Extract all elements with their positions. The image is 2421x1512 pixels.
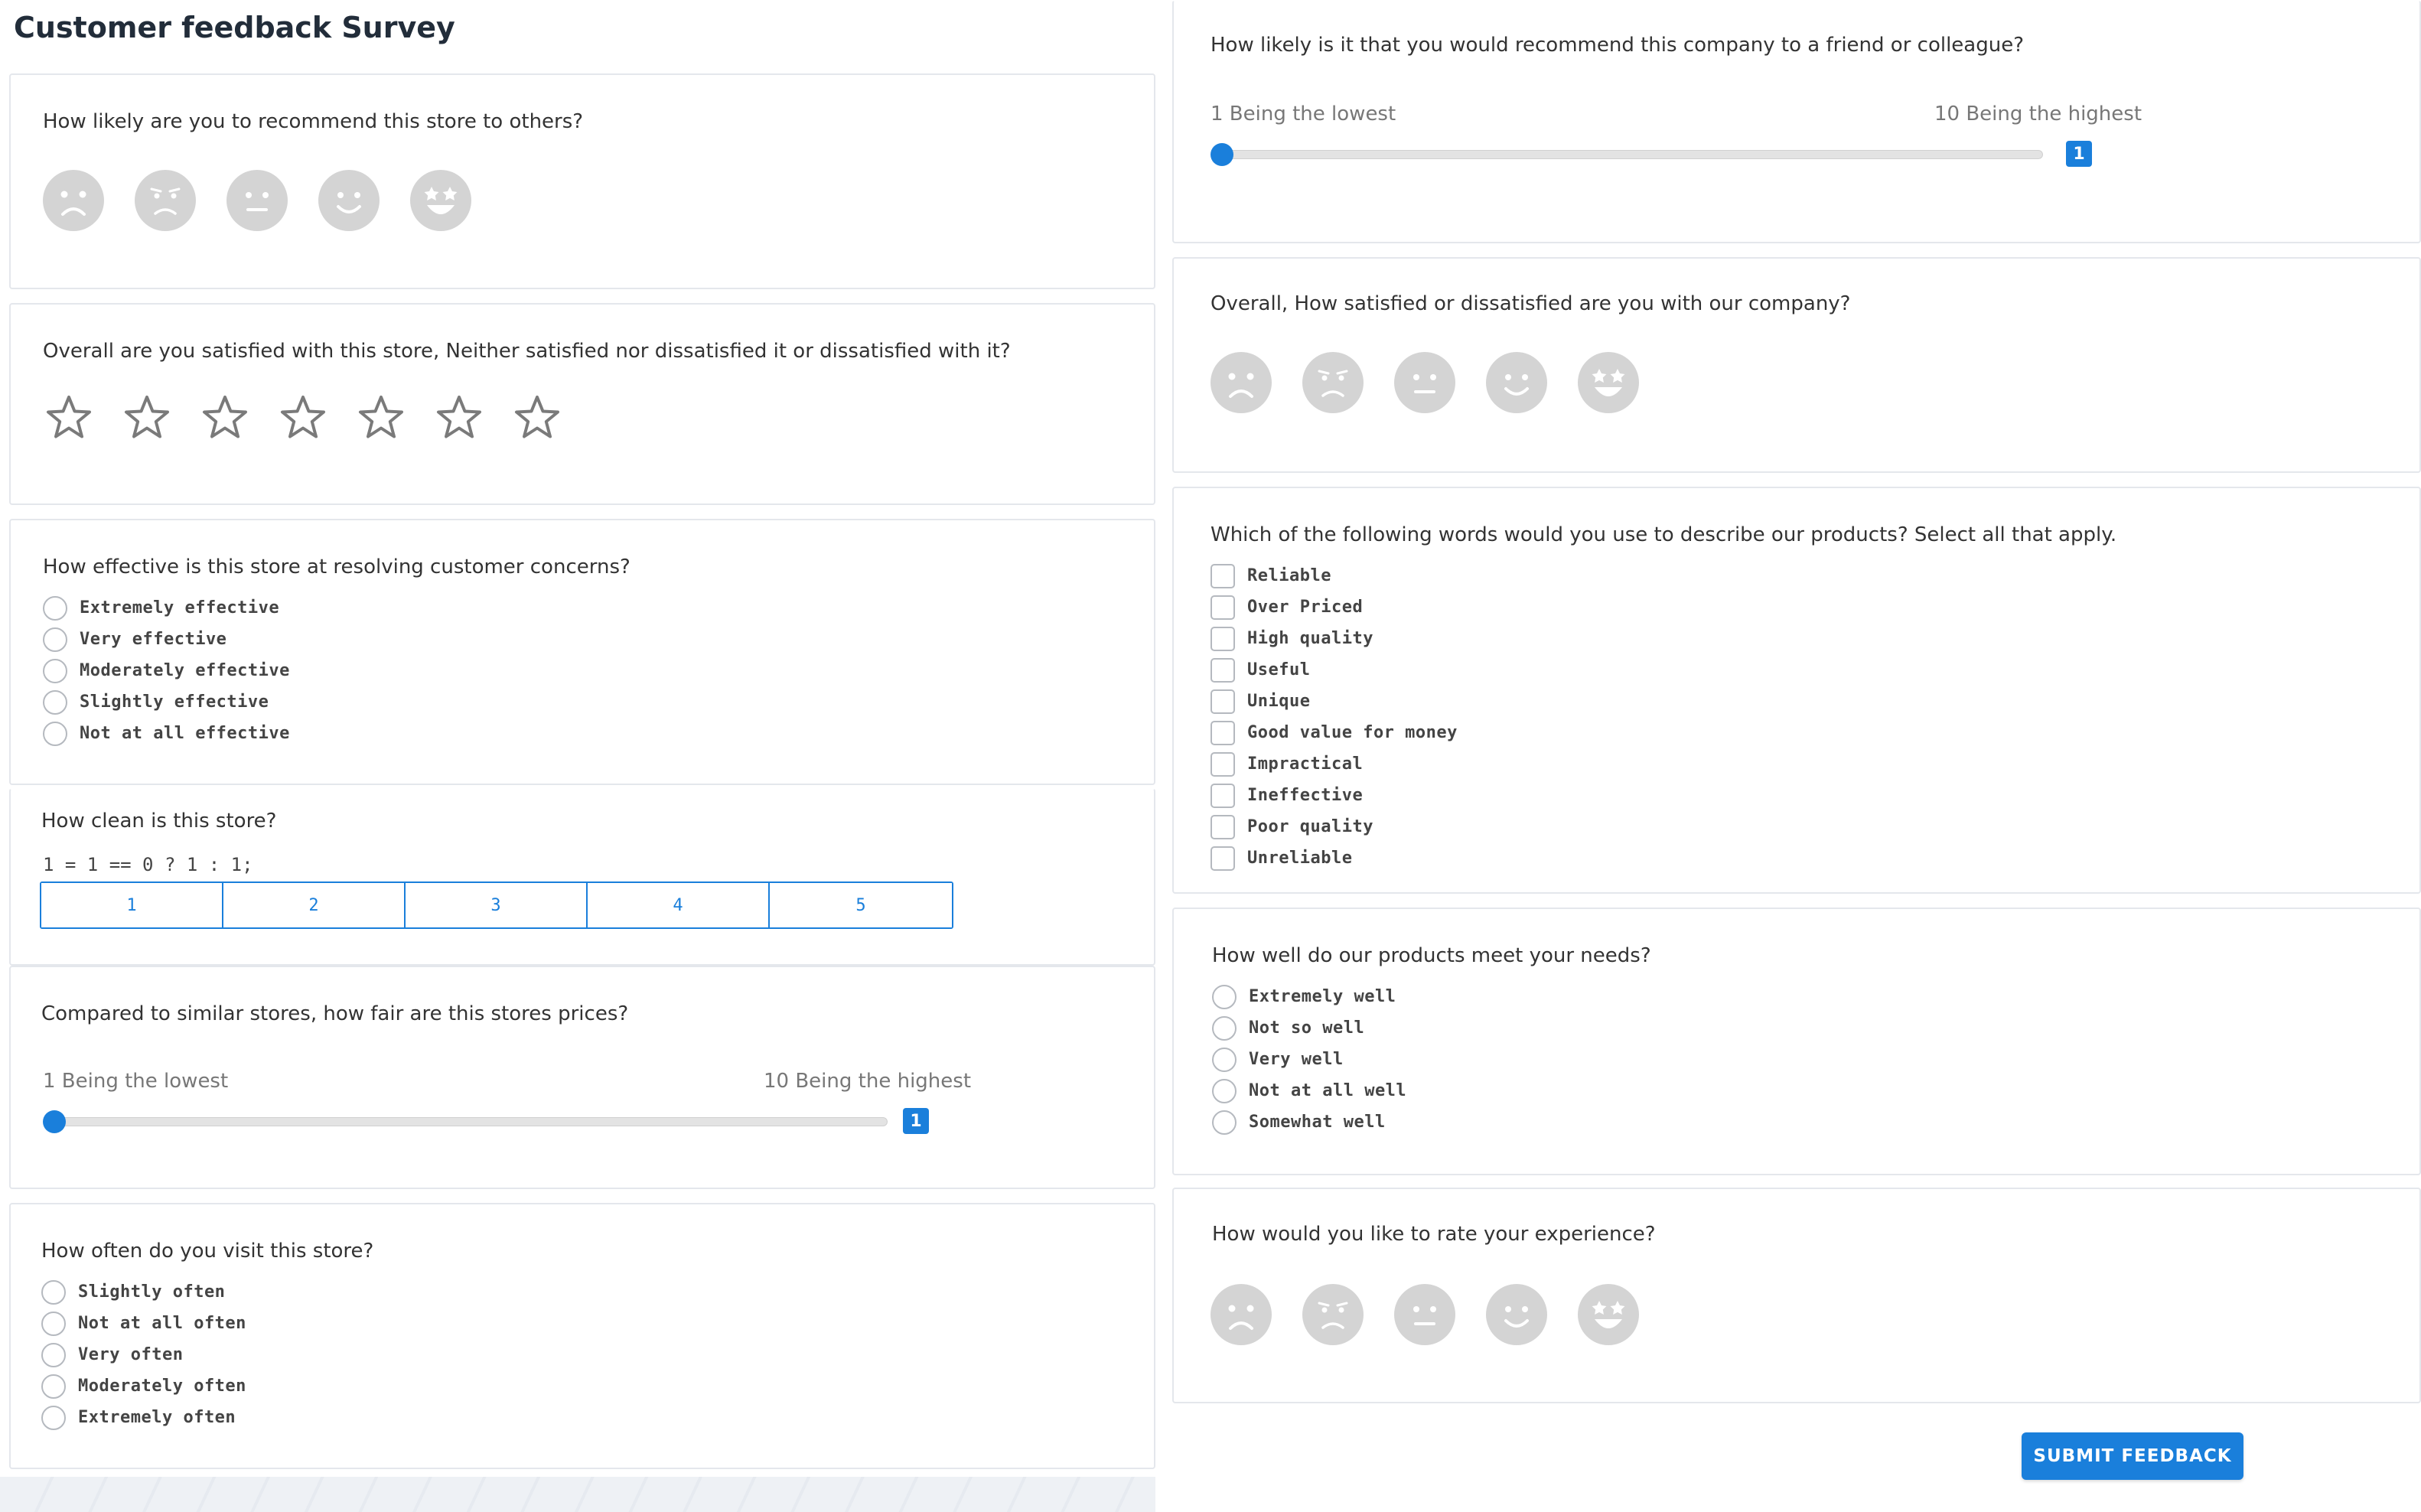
checkbox[interactable] [1210,627,1235,651]
checkbox-option[interactable] [1210,842,1458,874]
happy-face-icon[interactable] [1486,352,1547,413]
very-sad-face-icon[interactable] [1210,1284,1272,1345]
option-label: Extremely often [78,1408,236,1427]
radio-option[interactable] [1212,1075,1406,1106]
radio-group-needs [1212,981,1406,1138]
checkbox-option[interactable] [1210,654,1458,686]
radio-option[interactable] [41,1276,246,1308]
radio-button[interactable] [41,1343,66,1367]
neutral-face-icon[interactable] [1394,1284,1455,1345]
radio-option[interactable] [43,686,290,718]
option-label: Moderately effective [80,661,290,680]
question-text: Overall, How satisfied or dissatisfied are you with our company? [1210,292,1851,315]
question-card-visit-frequency [9,1203,1155,1469]
slider-max-label: 10 Being the highest [1934,103,2142,125]
very-sad-face-icon[interactable] [1210,352,1272,413]
face-rating [1210,352,1639,413]
question-text: How would you like to rate your experience? [1212,1223,1656,1246]
option-label: Very effective [80,630,227,649]
star-eyes-face-icon[interactable] [410,170,471,231]
slider-min-label: 1 Being the lowest [1210,103,1396,125]
checkbox-option[interactable] [1210,686,1458,717]
page-title: Customer feedback Survey [14,11,455,44]
question-card-effectiveness [9,519,1155,785]
slider-max-label: 10 Being the highest [764,1070,972,1093]
expression-text: 1 = 1 == 0 ? 1 : 1; [43,854,253,875]
radio-option[interactable] [41,1402,246,1433]
question-card-needs [1172,908,2421,1175]
question-card-recommend-store [9,73,1155,289]
radio-button[interactable] [1212,1079,1237,1103]
neutral-face-icon[interactable] [226,170,288,231]
background-pattern [0,1477,1155,1512]
question-card-recommend-company [1172,0,2421,243]
question-text: Overall are you satisfied with this store, Neither satisfied nor dissatisfied it or dissatisfied with it? [43,340,1011,363]
star-icon[interactable] [200,393,249,442]
radio-option[interactable] [1212,1044,1406,1075]
radio-option[interactable] [41,1370,246,1402]
radio-button[interactable] [43,627,67,652]
checkbox[interactable] [1210,595,1235,620]
option-label: Extremely effective [80,598,280,618]
radio-group-effectiveness [43,592,290,749]
slider-thumb[interactable] [1210,143,1233,166]
question-text: How likely is it that you would recommend this company to a friend or colleague? [1210,34,2025,57]
question-text: How often do you visit this store? [41,1240,374,1263]
question-text: How likely are you to recommend this store to others? [43,110,584,133]
option-label: Ineffective [1247,786,1364,805]
option-label: Unique [1247,692,1311,711]
option-label: Impractical [1247,754,1364,774]
scale-option-2[interactable]: 2 [223,883,406,927]
radio-button[interactable] [43,690,67,715]
radio-option[interactable] [1212,1106,1406,1138]
checkbox[interactable] [1210,658,1235,683]
scale-option-1[interactable]: 1 [41,883,223,927]
radio-button[interactable] [41,1374,66,1399]
radio-group-visit-frequency [41,1276,246,1433]
checkbox[interactable] [1210,689,1235,714]
question-card-prices [9,966,1155,1189]
option-label: Useful [1247,660,1311,679]
star-icon[interactable] [279,393,327,442]
option-label: Slightly effective [80,692,269,712]
star-icon[interactable] [513,393,562,442]
option-label: High quality [1247,629,1373,648]
checkbox[interactable] [1210,564,1235,588]
number-scale [40,881,953,929]
right-column [1155,0,2421,1512]
checkbox-option[interactable] [1210,780,1458,811]
star-icon[interactable] [44,393,93,442]
radio-option[interactable] [41,1339,246,1370]
radio-button[interactable] [41,1280,66,1305]
radio-button[interactable] [41,1312,66,1336]
checkbox[interactable] [1210,752,1235,777]
option-label: Not at all often [78,1314,246,1333]
neutral-face-icon[interactable] [1394,352,1455,413]
question-card-company-satisfaction [1172,257,2421,473]
radio-button[interactable] [1212,1048,1237,1072]
checkbox[interactable] [1210,784,1235,808]
option-label: Very well [1249,1050,1344,1069]
checkbox-option[interactable] [1210,748,1458,780]
submit-feedback-button[interactable]: SUBMIT FEEDBACK [2022,1432,2243,1480]
checkbox[interactable] [1210,721,1235,745]
face-rating [1210,1284,1639,1345]
slider-value-badge: 1 [903,1108,929,1134]
face-rating [43,170,471,231]
option-label: Not so well [1249,1018,1365,1038]
scale-option-3[interactable]: 3 [406,883,588,927]
checkbox-option[interactable] [1210,623,1458,654]
checkbox-option[interactable] [1210,811,1458,842]
option-label: Good value for money [1247,723,1458,742]
radio-button[interactable] [43,722,67,746]
happy-face-icon[interactable] [318,170,380,231]
radio-button[interactable] [1212,1110,1237,1135]
radio-option[interactable] [43,655,290,686]
slider-min-label: 1 Being the lowest [43,1070,229,1093]
sad-face-icon[interactable] [135,170,196,231]
radio-option[interactable] [43,718,290,749]
option-label: Reliable [1247,566,1331,585]
star-eyes-face-icon[interactable] [1578,352,1639,413]
star-icon[interactable] [357,393,406,442]
question-text: How well do our products meet your needs? [1212,944,1651,967]
happy-face-icon[interactable] [1486,1284,1547,1345]
radio-option[interactable] [41,1308,246,1339]
radio-button[interactable] [1212,1016,1237,1041]
radio-option[interactable] [1212,981,1406,1012]
sad-face-icon[interactable] [1302,352,1364,413]
radio-button[interactable] [1212,985,1237,1009]
checkbox[interactable] [1210,815,1235,839]
radio-option[interactable] [1212,1012,1406,1044]
option-label: Not at all well [1249,1081,1407,1100]
option-label: Over Priced [1247,598,1364,617]
option-label: Extremely well [1249,987,1396,1006]
option-label: Poor quality [1247,817,1373,836]
checkbox-option[interactable] [1210,591,1458,623]
very-sad-face-icon[interactable] [43,170,104,231]
question-card-rate-experience [1172,1188,2421,1403]
slider-track[interactable] [1221,150,2043,159]
radio-button[interactable] [43,659,67,683]
radio-button[interactable] [43,596,67,621]
question-text: Which of the following words would you use to describe our products? Select all that apply. [1210,523,2117,546]
option-label: Moderately often [78,1377,246,1396]
option-label: Very often [78,1345,184,1364]
star-eyes-face-icon[interactable] [1578,1284,1639,1345]
radio-button[interactable] [41,1406,66,1430]
checkbox-option[interactable] [1210,560,1458,591]
question-text: Compared to similar stores, how fair are this stores prices? [41,1002,629,1025]
radio-option[interactable] [43,624,290,655]
question-card-cleanliness [9,788,1155,966]
option-label: Somewhat well [1249,1113,1386,1132]
checkbox[interactable] [1210,846,1235,871]
option-label: Not at all effective [80,724,290,743]
checkbox-option[interactable] [1210,717,1458,748]
slider-track[interactable] [54,1117,888,1126]
option-label: Unreliable [1247,849,1353,868]
star-rating [44,393,562,442]
question-card-satisfaction [9,303,1155,505]
star-icon[interactable] [122,393,171,442]
sad-face-icon[interactable] [1302,1284,1364,1345]
question-text: How effective is this store at resolving customer concerns? [43,556,631,578]
left-column [0,0,1155,1477]
star-icon[interactable] [435,393,484,442]
scale-option-4[interactable]: 4 [588,883,770,927]
question-text: How clean is this store? [41,810,277,833]
question-card-product-words [1172,487,2421,894]
slider-thumb[interactable] [43,1110,66,1133]
scale-option-5[interactable]: 5 [770,883,952,927]
checkbox-group-product-words [1210,560,1458,874]
radio-option[interactable] [43,592,290,624]
slider-value-badge: 1 [2066,141,2092,167]
option-label: Slightly often [78,1282,226,1302]
